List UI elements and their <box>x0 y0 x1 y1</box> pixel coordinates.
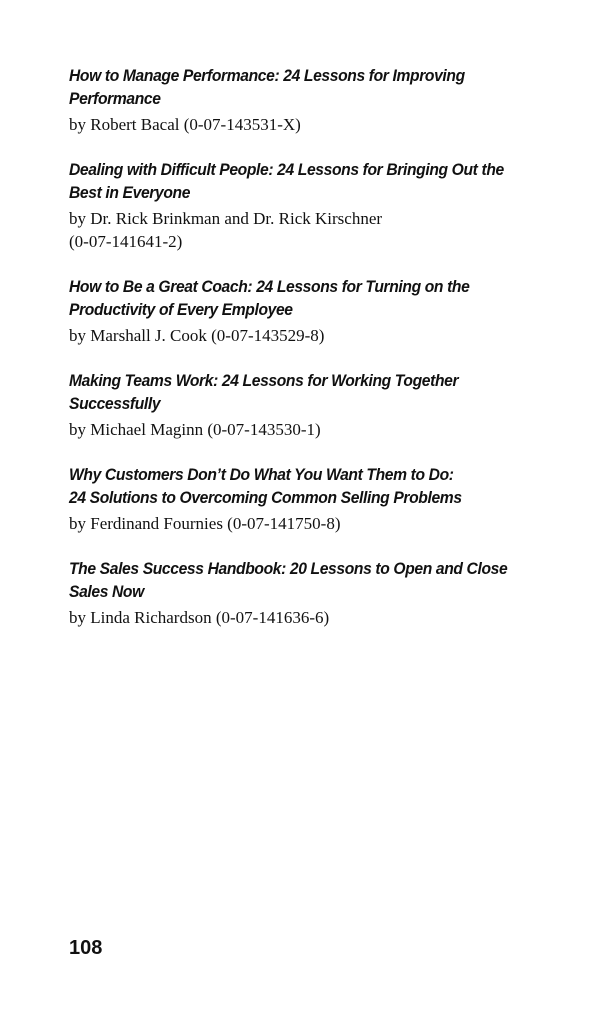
book-title <box>69 64 538 110</box>
book-entry <box>69 158 539 253</box>
book-title-line: The Sales Success Handbook: 20 Lessons to Open and Close <box>69 559 508 578</box>
book-title-line: Dealing with Difficult People: 24 Lessons for Bringing Out the <box>69 160 504 179</box>
book-entry <box>69 64 539 136</box>
book-title <box>69 158 538 204</box>
book-byline <box>69 324 539 347</box>
book-entry <box>69 369 539 441</box>
book-entry <box>69 275 539 347</box>
book-title-line: Successfully <box>69 394 161 413</box>
book-byline-line: by Michael Maginn (0-07-143530-1) <box>69 420 321 439</box>
book-title-line: Productivity of Every Employee <box>69 300 293 319</box>
book-byline-line: by Ferdinand Fournies (0-07-141750-8) <box>69 514 341 533</box>
book-list <box>69 64 539 651</box>
book-title-line: Best in Everyone <box>69 183 191 202</box>
book-byline <box>69 418 539 441</box>
book-title-line: Why Customers Don’t Do What You Want Them to Do: <box>69 465 454 484</box>
book-byline <box>69 207 539 253</box>
book-byline-line: by Robert Bacal (0-07-143531-X) <box>69 115 301 134</box>
page-number: 108 <box>69 937 103 959</box>
book-entry <box>69 463 539 535</box>
book-title <box>69 275 538 321</box>
book-byline-line: by Marshall J. Cook (0-07-143529-8) <box>69 326 325 345</box>
book-title-line: 24 Solutions to Overcoming Common Selling Problems <box>69 488 462 507</box>
book-title-line: How to Manage Performance: 24 Lessons for Improving <box>69 66 465 85</box>
book-title-line: Performance <box>69 89 161 108</box>
book-title <box>69 369 538 415</box>
book-title-line: How to Be a Great Coach: 24 Lessons for Turning on the <box>69 277 470 296</box>
book-byline <box>69 512 539 535</box>
book-title-line: Making Teams Work: 24 Lessons for Working Together <box>69 371 459 390</box>
book-byline <box>69 606 539 629</box>
book-title <box>69 463 538 509</box>
book-title <box>69 557 538 603</box>
book-title-line: Sales Now <box>69 582 144 601</box>
book-byline-line: by Linda Richardson (0-07-141636-6) <box>69 608 330 627</box>
book-byline <box>69 113 539 136</box>
book-byline-line: by Dr. Rick Brinkman and Dr. Rick Kirschner <box>69 209 383 228</box>
book-byline-line: (0-07-141641-2) <box>69 232 183 251</box>
book-entry <box>69 557 539 629</box>
